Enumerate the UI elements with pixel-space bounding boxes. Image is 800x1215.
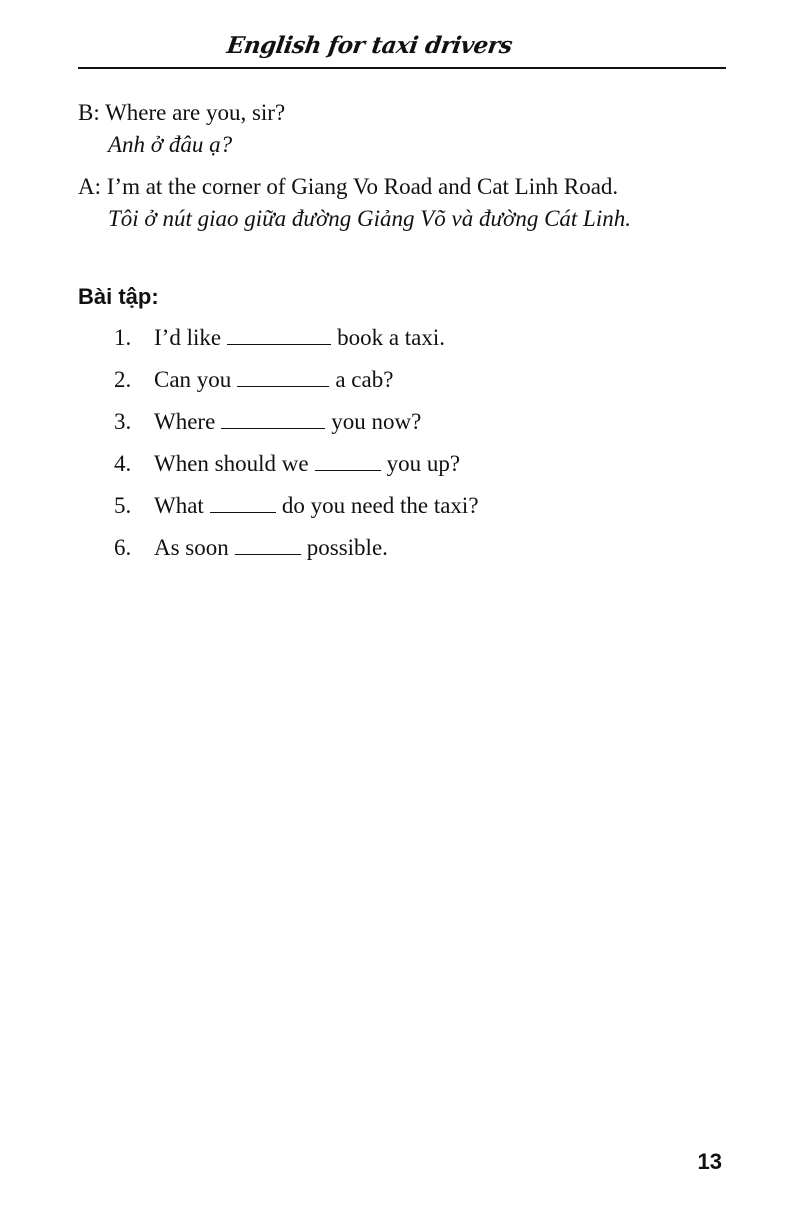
fill-in-blank (210, 494, 276, 513)
exercise-text-after: possible. (306, 535, 388, 560)
exercise-item (114, 532, 714, 574)
exercise-text-before: Can you (154, 367, 232, 392)
exercise-number: 5. (114, 493, 132, 518)
english-line (78, 97, 738, 129)
exercise-list (114, 322, 714, 574)
exercise-text-after: you now? (331, 409, 422, 434)
exercise-number: 1. (114, 325, 132, 350)
exercise-number: 2. (114, 367, 132, 392)
exercise-text-before: What (154, 493, 204, 518)
running-header (78, 30, 726, 72)
fill-in-blank (315, 452, 381, 471)
header-rule (78, 67, 726, 69)
fill-in-blank (227, 326, 331, 345)
running-title: English for taxi drivers (225, 32, 514, 59)
exercise-text-before: When should we (154, 451, 309, 476)
english-line (78, 171, 738, 203)
exercise-text-before: I’d like (154, 325, 222, 350)
exercise-item (114, 490, 714, 532)
page-number: 13 (697, 1149, 722, 1174)
exercise-heading: Bài tập: (78, 284, 159, 309)
exercise-text-after: book a taxi. (337, 325, 446, 350)
exercise-item (114, 448, 714, 490)
fill-in-blank (221, 410, 325, 429)
exercise-text-after: do you need the taxi? (281, 493, 479, 518)
dialogue-turn (78, 171, 738, 235)
exercise-text-after: a cab? (335, 367, 394, 392)
dialogue-turn (78, 97, 738, 161)
exercise-item (114, 322, 714, 364)
exercise-text-after: you up? (386, 451, 461, 476)
english-text: I’m at the corner of Giang Vo Road and Cat Linh Road. (106, 174, 619, 199)
exercise-number: 6. (114, 535, 132, 560)
exercise-item (114, 364, 714, 406)
exercise-text-before: Where (154, 409, 216, 434)
exercise-number: 3. (114, 409, 132, 434)
vietnamese-translation: Anh ở đâu ạ? (108, 132, 233, 157)
dialogue (78, 97, 738, 245)
fill-in-blank (237, 368, 329, 387)
english-text: Where are you, sir? (105, 100, 286, 125)
speaker-label: B: (78, 100, 100, 125)
vietnamese-translation: Tôi ở nút giao giữa đường Giảng Võ và đường Cát Linh. (108, 206, 631, 231)
fill-in-blank (235, 536, 301, 555)
exercise-number: 4. (114, 451, 132, 476)
speaker-label: A: (78, 174, 101, 199)
exercise-text-before: As soon (154, 535, 229, 560)
exercise-item (114, 406, 714, 448)
